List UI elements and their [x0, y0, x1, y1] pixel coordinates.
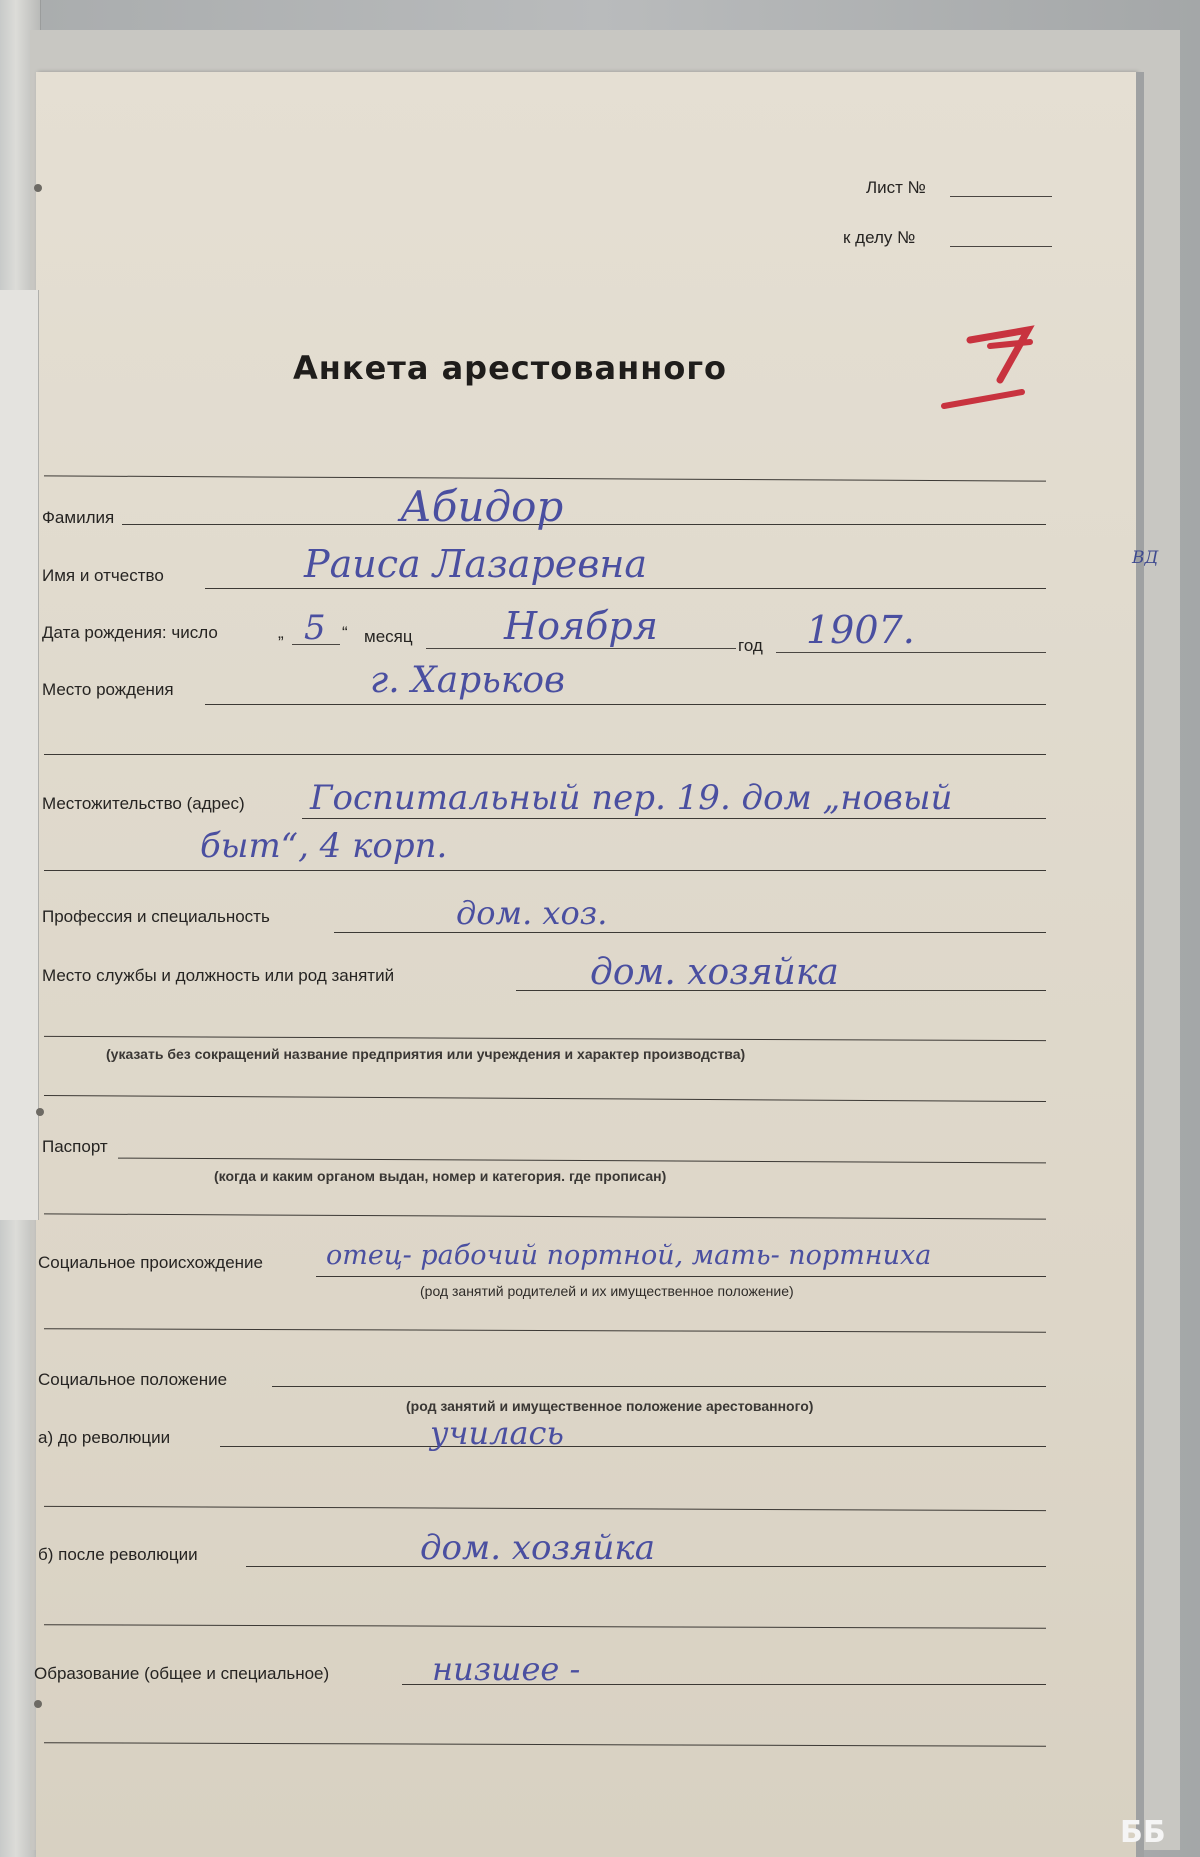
before-revolution-value: училась: [430, 1414, 564, 1452]
name-line: [205, 588, 1046, 589]
month-line: [426, 648, 736, 649]
profession-line: [334, 932, 1046, 933]
after-revolution-label: б) после революции: [38, 1545, 198, 1564]
red-pencil-page-number: [930, 298, 1050, 416]
education-label: Образование (общее и специальное): [34, 1664, 330, 1683]
year-line: [776, 652, 1046, 653]
surname-value: Абидор: [400, 482, 564, 531]
before-revolution-line: [220, 1446, 1046, 1447]
surname-line: [122, 524, 1046, 525]
birthplace-label: Место рождения: [42, 680, 174, 699]
birthplace-line-2: [44, 754, 1046, 755]
name-value: Раиса Лазаревна: [304, 542, 648, 586]
sheet-number-label: Лист №: [866, 178, 926, 197]
name-label: Имя и отчество: [42, 566, 164, 585]
social-origin-value: отец- рабочий портной, мать- портниха: [326, 1240, 932, 1271]
profession-label: Профессия и специальность: [42, 907, 270, 926]
staple-hole: [36, 1108, 44, 1116]
after-revolution-value: дом. хозяйка: [420, 1528, 655, 1568]
social-status-line: [272, 1386, 1046, 1387]
day-quote-open: „: [278, 623, 284, 642]
social-status-label: Социальное положение: [38, 1370, 228, 1389]
year-label: год: [738, 636, 763, 655]
residence-line-2: [44, 870, 1046, 871]
birth-day-value: 5: [304, 608, 326, 648]
workplace-label: Место службы и должность или род занятий: [42, 966, 395, 985]
passport-label: Паспорт: [42, 1137, 108, 1156]
birth-year-value: 1907.: [806, 608, 915, 652]
margin-mark: ВД: [1132, 548, 1159, 568]
form-title: Анкета арестованного: [293, 349, 728, 387]
sheet-number-line: [950, 196, 1052, 197]
birthplace-value: г. Харьков: [370, 660, 565, 701]
social-status-hint: (род занятий и имущественное положение арестованного): [406, 1398, 814, 1414]
residence-line: [302, 818, 1046, 819]
birthplace-line: [205, 704, 1046, 705]
residence-value-line2: быт“, 4 корп.: [200, 826, 448, 866]
workplace-hint: (указать без сокращений название предприятия или учреждения и характер производства): [106, 1046, 746, 1062]
birth-month-value: Ноября: [504, 604, 658, 648]
social-origin-line: [316, 1276, 1046, 1277]
profession-value: дом. хоз.: [456, 894, 608, 932]
binding-tab: [0, 290, 39, 1220]
month-label: месяц: [364, 627, 413, 646]
staple-hole: [34, 184, 42, 192]
sheet-edge-shadow: [1136, 72, 1144, 1857]
surname-label: Фамилия: [42, 508, 115, 527]
residence-value-line1: Госпитальный пер. 19. дом „новый: [310, 778, 953, 818]
day-quote-close: “: [342, 623, 348, 642]
residence-label: Местожительство (адрес): [42, 794, 245, 813]
case-number-label: к делу №: [843, 228, 916, 247]
before-revolution-label: а) до революции: [38, 1428, 171, 1447]
social-origin-label: Социальное происхождение: [38, 1253, 263, 1272]
birth-date-label: Дата рождения: число: [42, 623, 218, 642]
social-origin-hint: (род занятий родителей и их имущественное положение): [420, 1283, 794, 1299]
workplace-value: дом. хозяйка: [590, 952, 839, 993]
case-number-line: [950, 246, 1052, 247]
education-value: низшее -: [432, 1650, 581, 1688]
watermark-logo: ББ: [1120, 1815, 1166, 1850]
staple-hole: [34, 1700, 42, 1708]
passport-hint: (когда и каким органом выдан, номер и категория. где прописан): [214, 1168, 667, 1184]
